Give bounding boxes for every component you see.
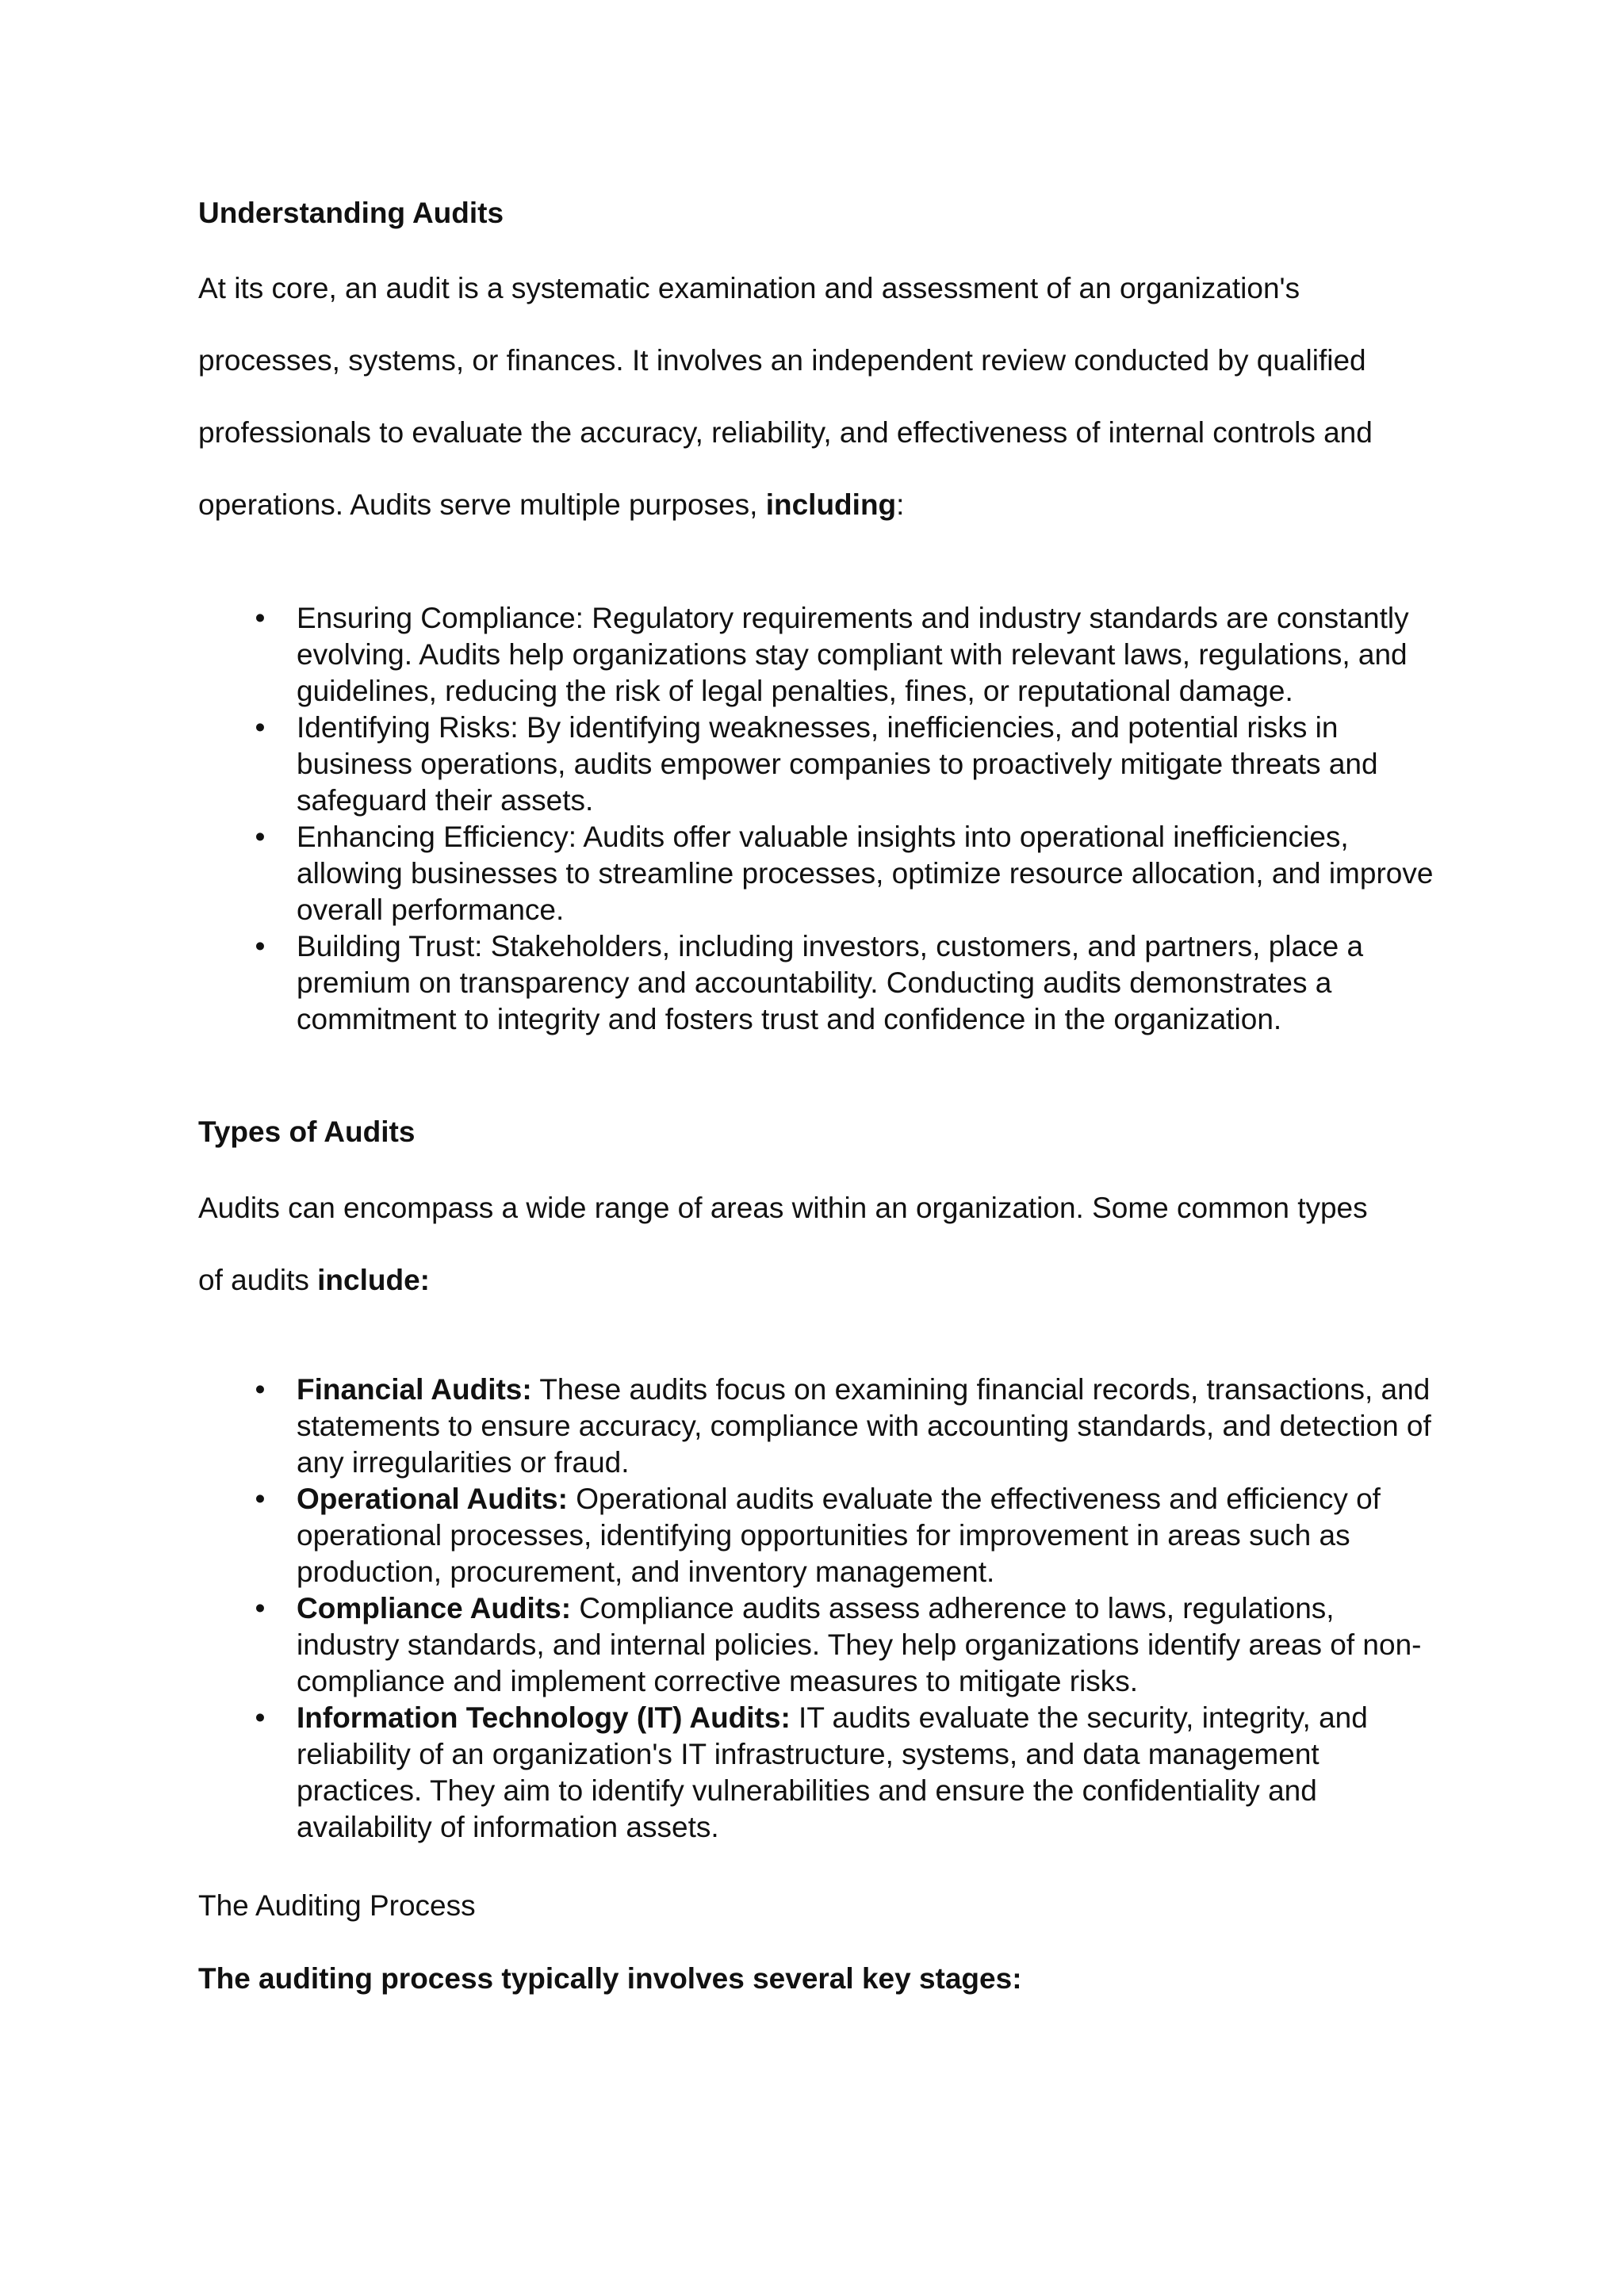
purposes-list	[198, 600, 1435, 1038]
bullet-icon: •	[255, 602, 266, 634]
intro-line-text: of audits	[198, 1264, 318, 1296]
list-item-text: Ensuring Compliance: Regulatory requirements and industry standards are constantly evolving. Audits help organizations stay compliant with relevant laws, regulations, and guidelines, reducing the risk of legal penalties, fines, or reputational damage.	[297, 602, 1409, 707]
bullet-icon: •	[255, 930, 266, 962]
intro-line: Audits can encompass a wide range of areas within an organization. Some common types	[198, 1192, 1368, 1224]
list-item-term: Financial Audits:	[297, 1373, 532, 1406]
list-item-text: Identifying Risks: By identifying weaknesses, inefficiencies, and potential risks in business operations, audits empower companies to proactively mitigate threats and safeguard their assets.	[297, 711, 1378, 817]
intro-line: professionals to evaluate the accuracy, reliability, and effectiveness of internal controls and	[198, 416, 1373, 449]
list-item-text: Compliance audits assess adherence to laws, regulations, industry standards, and internal policies. They help organizations identify areas of non-compliance and implement corrective measures to mitigate risks.	[297, 1592, 1422, 1697]
intro-line-text: operations. Audits serve multiple purposes,	[198, 488, 766, 521]
list-item-term: Compliance Audits:	[297, 1592, 572, 1624]
bullet-icon: •	[255, 1483, 266, 1515]
list-item	[198, 1372, 1435, 1481]
list-item-text: Operational audits evaluate the effectiveness and efficiency of operational processes, identifying opportunities for improvement in areas such as production, procurement, and inventory management.	[297, 1483, 1381, 1588]
auditing-process-lead: The auditing process typically involves several key stages:	[198, 1962, 1022, 1995]
heading-understanding-audits: Understanding Audits	[198, 197, 504, 229]
heading-types-of-audits: Types of Audits	[198, 1115, 416, 1148]
list-item	[198, 819, 1435, 928]
list-item	[198, 710, 1435, 819]
heading-auditing-process: The Auditing Process	[198, 1889, 476, 1922]
intro-colon: :	[896, 488, 905, 521]
intro-paragraph-understanding	[198, 252, 1373, 541]
intro-line: processes, systems, or finances. It involves an independent review conducted by qualified	[198, 344, 1366, 377]
bullet-icon: •	[255, 711, 266, 744]
bullet-icon: •	[255, 1373, 266, 1406]
list-item	[198, 1481, 1435, 1590]
list-item	[198, 928, 1435, 1038]
list-item-text: These audits focus on examining financial records, transactions, and statements to ensure accuracy, compliance with accounting standards, and detection of any irregularities or fraud.	[297, 1373, 1431, 1479]
bullet-icon: •	[255, 1701, 266, 1734]
list-item-term: Operational Audits:	[297, 1483, 568, 1515]
intro-line	[198, 1244, 1368, 1316]
list-item-text: IT audits evaluate the security, integrity, and reliability of an organization's IT infrastructure, systems, and data management practices. They aim to identify vulnerabilities and ensure the confidentiality and availability of information assets.	[297, 1701, 1368, 1843]
audit-types-list	[198, 1372, 1435, 1846]
list-item-text: Enhancing Efficiency: Audits offer valuable insights into operational inefficiencies, allowing businesses to streamline processes, optimize resource allocation, and improve overall performance.	[297, 821, 1434, 926]
list-item-text: Building Trust: Stakeholders, including investors, customers, and partners, place a premium on transparency and accountability. Conducting audits demonstrates a commitment to integrity and fosters trust and confidence in the organization.	[297, 930, 1364, 1035]
bullet-icon: •	[255, 821, 266, 853]
intro-paragraph-types	[198, 1172, 1368, 1316]
list-item	[198, 1590, 1435, 1700]
bullet-icon: •	[255, 1592, 266, 1624]
list-item-term: Information Technology (IT) Audits:	[297, 1701, 791, 1734]
intro-bold-word: include:	[317, 1264, 430, 1296]
list-item	[198, 1700, 1435, 1846]
list-item	[198, 600, 1435, 710]
intro-bold-word: including	[765, 488, 897, 521]
intro-line: At its core, an audit is a systematic examination and assessment of an organization's	[198, 272, 1300, 304]
intro-line	[198, 469, 1373, 541]
